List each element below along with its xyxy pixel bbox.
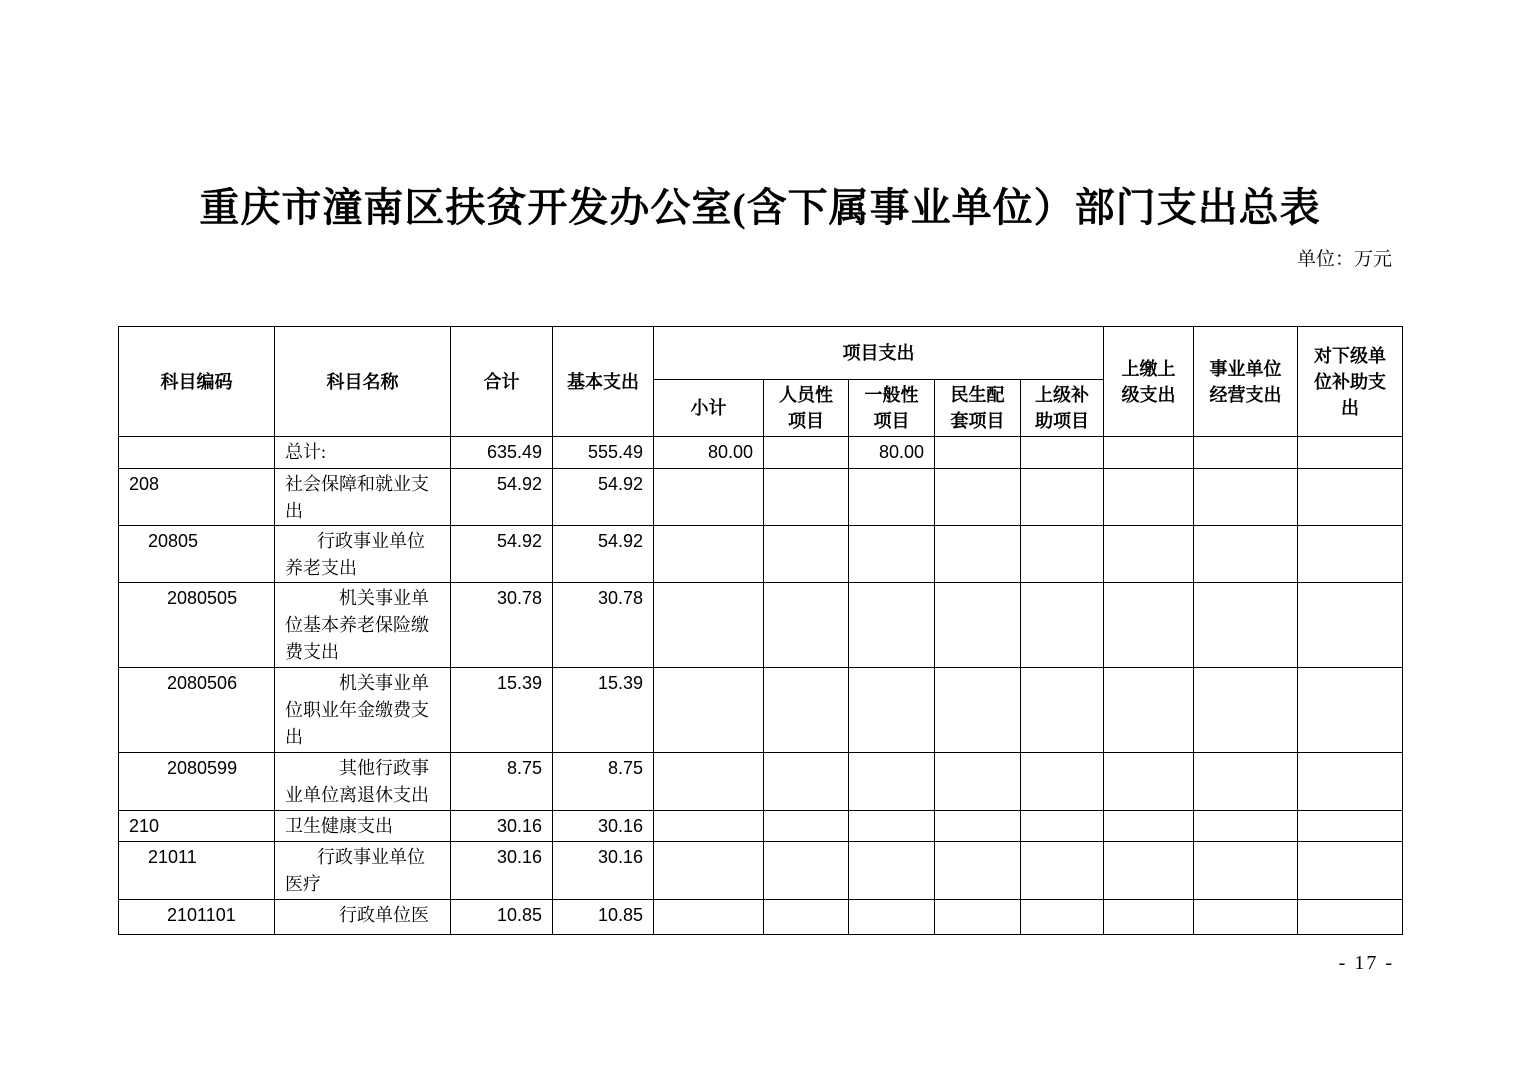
livelihood-cell [935, 842, 1021, 900]
personnel-cell [764, 753, 849, 811]
page-number: - 17 - [1338, 952, 1394, 974]
personnel-cell [764, 583, 849, 668]
operating-cell [1194, 811, 1298, 842]
subtotal-cell: 80.00 [654, 437, 764, 469]
subordinate-cell [1298, 842, 1403, 900]
total-cell: 30.16 [451, 811, 553, 842]
general-cell [849, 842, 935, 900]
header-subtotal: 小计 [654, 380, 764, 437]
general-cell [849, 753, 935, 811]
superior-cell [1021, 668, 1104, 753]
subordinate-cell [1298, 469, 1403, 526]
paid-cell [1104, 583, 1194, 668]
general-cell [849, 900, 935, 935]
livelihood-cell [935, 437, 1021, 469]
general-cell: 80.00 [849, 437, 935, 469]
subtotal-cell [654, 753, 764, 811]
expenditure-table [118, 326, 1403, 935]
paid-cell [1104, 469, 1194, 526]
personnel-cell [764, 668, 849, 753]
table-row [119, 900, 1403, 935]
basic-cell: 30.16 [553, 842, 654, 900]
subordinate-cell [1298, 437, 1403, 469]
total-cell: 8.75 [451, 753, 553, 811]
unit-label: 单位：万元 [1296, 249, 1392, 270]
subtotal-cell [654, 668, 764, 753]
code-cell: 2080506 [119, 668, 275, 753]
header-subordinate-subsidy: 对下级单位补助支出 [1298, 327, 1403, 437]
basic-cell: 15.39 [553, 668, 654, 753]
table-row [119, 668, 1403, 753]
paid-cell [1104, 668, 1194, 753]
basic-cell: 8.75 [553, 753, 654, 811]
paid-cell [1104, 900, 1194, 935]
superior-cell [1021, 811, 1104, 842]
livelihood-cell [935, 668, 1021, 753]
header-total: 合计 [451, 327, 553, 437]
general-cell [849, 811, 935, 842]
operating-cell [1194, 753, 1298, 811]
total-cell: 30.16 [451, 842, 553, 900]
subtotal-cell [654, 583, 764, 668]
header-general: 一般性项目 [849, 380, 935, 437]
livelihood-cell [935, 753, 1021, 811]
general-cell [849, 583, 935, 668]
operating-cell [1194, 900, 1298, 935]
subordinate-cell [1298, 900, 1403, 935]
personnel-cell [764, 811, 849, 842]
superior-cell [1021, 583, 1104, 668]
superior-cell [1021, 469, 1104, 526]
paid-cell [1104, 842, 1194, 900]
name-cell: 行政事业单位医疗 [275, 842, 451, 900]
table-row [119, 469, 1403, 526]
paid-cell [1104, 526, 1194, 583]
header-project-group: 项目支出 [654, 327, 1104, 380]
header-row-main [119, 327, 1403, 380]
header-basic: 基本支出 [553, 327, 654, 437]
basic-cell: 10.85 [553, 900, 654, 935]
table-row [119, 753, 1403, 811]
operating-cell [1194, 526, 1298, 583]
page-title: 重庆市潼南区扶贫开发办公室(含下属事业单位）部门支出总表 [199, 185, 1321, 230]
operating-cell [1194, 668, 1298, 753]
name-cell: 卫生健康支出 [275, 811, 451, 842]
name-cell: 社会保障和就业支出 [275, 469, 451, 526]
basic-cell: 30.78 [553, 583, 654, 668]
name-cell: 行政单位医 [275, 900, 451, 935]
total-cell: 635.49 [451, 437, 553, 469]
subtotal-cell [654, 526, 764, 583]
livelihood-cell [935, 583, 1021, 668]
header-personnel: 人员性项目 [764, 380, 849, 437]
superior-cell [1021, 526, 1104, 583]
subordinate-cell [1298, 526, 1403, 583]
name-cell: 其他行政事业单位离退休支出 [275, 753, 451, 811]
operating-cell [1194, 842, 1298, 900]
general-cell [849, 469, 935, 526]
code-cell: 21011 [119, 842, 275, 900]
name-cell: 机关事业单位基本养老保险缴费支出 [275, 583, 451, 668]
name-cell: 机关事业单位职业年金缴费支出 [275, 668, 451, 753]
superior-cell [1021, 842, 1104, 900]
code-cell: 2101101 [119, 900, 275, 935]
name-cell: 行政事业单位养老支出 [275, 526, 451, 583]
total-cell: 10.85 [451, 900, 553, 935]
personnel-cell [764, 469, 849, 526]
header-superior-subsidy: 上级补助项目 [1021, 380, 1104, 437]
table-row [119, 526, 1403, 583]
subordinate-cell [1298, 583, 1403, 668]
subtotal-cell [654, 811, 764, 842]
basic-cell: 555.49 [553, 437, 654, 469]
superior-cell [1021, 437, 1104, 469]
livelihood-cell [935, 811, 1021, 842]
header-paid-to-superior: 上缴上级支出 [1104, 327, 1194, 437]
personnel-cell [764, 842, 849, 900]
personnel-cell [764, 900, 849, 935]
paid-cell [1104, 437, 1194, 469]
superior-cell [1021, 900, 1104, 935]
general-cell [849, 668, 935, 753]
code-cell: 20805 [119, 526, 275, 583]
operating-cell [1194, 469, 1298, 526]
code-cell [119, 437, 275, 469]
header-code: 科目编码 [119, 327, 275, 437]
table-header [119, 327, 1403, 437]
subtotal-cell [654, 842, 764, 900]
total-cell: 54.92 [451, 526, 553, 583]
total-cell: 15.39 [451, 668, 553, 753]
subordinate-cell [1298, 753, 1403, 811]
general-cell [849, 526, 935, 583]
superior-cell [1021, 753, 1104, 811]
livelihood-cell [935, 900, 1021, 935]
paid-cell [1104, 753, 1194, 811]
operating-cell [1194, 437, 1298, 469]
table-row [119, 811, 1403, 842]
code-cell: 2080599 [119, 753, 275, 811]
code-cell: 2080505 [119, 583, 275, 668]
table-body [119, 437, 1403, 935]
table-row [119, 583, 1403, 668]
code-cell: 208 [119, 469, 275, 526]
subordinate-cell [1298, 668, 1403, 753]
table-row [119, 842, 1403, 900]
paid-cell [1104, 811, 1194, 842]
operating-cell [1194, 583, 1298, 668]
basic-cell: 54.92 [553, 526, 654, 583]
subordinate-cell [1298, 811, 1403, 842]
basic-cell: 30.16 [553, 811, 654, 842]
table-row [119, 437, 1403, 469]
total-cell: 54.92 [451, 469, 553, 526]
header-name: 科目名称 [275, 327, 451, 437]
total-cell: 30.78 [451, 583, 553, 668]
livelihood-cell [935, 526, 1021, 583]
personnel-cell [764, 437, 849, 469]
basic-cell: 54.92 [553, 469, 654, 526]
personnel-cell [764, 526, 849, 583]
code-cell: 210 [119, 811, 275, 842]
subtotal-cell [654, 900, 764, 935]
subtotal-cell [654, 469, 764, 526]
name-cell: 总计: [275, 437, 451, 469]
header-operating: 事业单位经营支出 [1194, 327, 1298, 437]
livelihood-cell [935, 469, 1021, 526]
header-livelihood: 民生配套项目 [935, 380, 1021, 437]
